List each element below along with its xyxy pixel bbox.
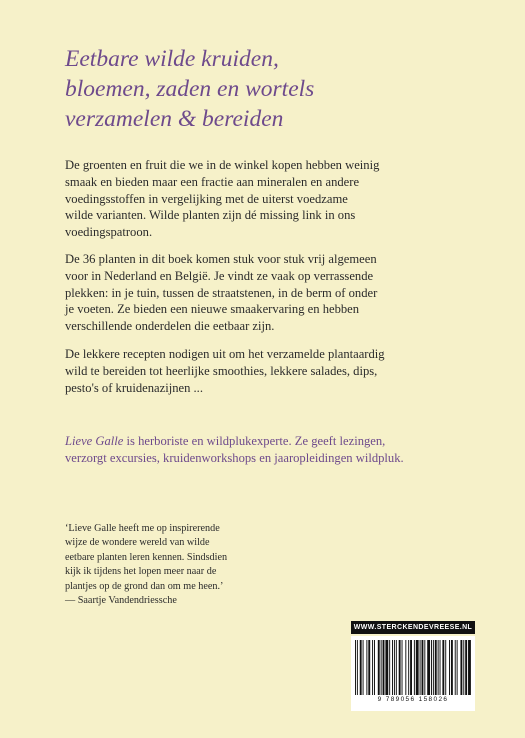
barcode-bar	[408, 640, 409, 695]
barcode-bar	[355, 640, 356, 695]
barcode-bar	[410, 640, 412, 695]
headline	[65, 44, 485, 134]
barcode-bar	[445, 640, 446, 695]
text-line: je voeten. Ze bieden een nieuwe smaakervaring en hebben	[65, 302, 360, 317]
barcode-bar	[455, 640, 456, 695]
bio-line	[65, 433, 475, 450]
text-line: De lekkere recepten nodigen uit om het verzamelde plantaardig	[65, 347, 385, 361]
barcode-bar	[465, 640, 467, 695]
text-line: plekken: in je tuin, tussen de straatstenen, in de berm of onder	[65, 285, 378, 300]
barcode-bar	[372, 640, 373, 695]
text-line: pesto's of kruidenazijnen ...	[65, 380, 203, 395]
text-line: wild te bereiden tot heerlijke smoothies, lekkere salades, dips,	[65, 363, 378, 378]
barcode-bar	[396, 640, 397, 695]
text-line: verschillende onderdelen die eetbaar zijn.	[65, 319, 275, 334]
barcode-bar	[381, 640, 382, 695]
barcode-bar	[385, 640, 388, 695]
text-line: voedingsstoffen in vergelijking met de uiterst voedzame	[65, 191, 348, 206]
text-line: wilde varianten. Wilde planten zijn dé missing link in ons	[65, 208, 356, 223]
barcode-bar	[416, 640, 419, 695]
isbn-barcode	[351, 636, 475, 711]
text-line: smaak en bieden maar een fractie aan mineralen en andere	[65, 174, 360, 189]
barcode-bar	[402, 640, 403, 695]
barcode-bar	[442, 640, 444, 695]
barcode-icon	[355, 640, 471, 695]
barcode-bar	[427, 640, 430, 695]
barcode-bar	[424, 640, 425, 695]
barcode-bar	[460, 640, 462, 695]
barcode-bar	[414, 640, 415, 695]
barcode-bar	[363, 640, 364, 695]
barcode-bar	[440, 640, 441, 695]
barcode-bar	[383, 640, 385, 695]
barcode-bar	[449, 640, 450, 695]
quote-line: wijze de wondere wereld van wilde	[65, 537, 210, 549]
barcode-bar	[374, 640, 375, 695]
isbn-number: 9 789056 158026	[377, 696, 449, 703]
bio-text: is herboriste en wildplukexperte. Ze geeft lezingen,	[123, 434, 386, 448]
barcode-bar	[392, 640, 393, 695]
quote-line: plantjes op de grond dan om me heen.’	[65, 580, 224, 592]
quote-line: eetbare planten leren kennen. Sindsdien	[65, 551, 228, 563]
quote-line: kijk ik tijdens het lopen meer naar de	[65, 566, 217, 578]
quote-attribution: — Saartje Vandendriessche	[65, 595, 177, 607]
barcode-bar	[463, 640, 464, 695]
barcode-bar	[357, 640, 358, 695]
headline-line: verzamelen & bereiden	[65, 106, 284, 132]
intro-paragraph	[65, 157, 475, 241]
author-name: Lieve Galle	[65, 434, 124, 448]
barcode-bar	[451, 640, 453, 695]
barcode-bar	[433, 640, 434, 695]
barcode-bar	[405, 640, 406, 695]
quote-line: ‘Lieve Galle heeft me op inspirerende	[65, 523, 220, 534]
headline-line: bloemen, zaden en wortels	[65, 76, 315, 102]
barcode-bar	[368, 640, 370, 695]
text-line: voor in Nederland en België. Je vindt ze vaak op verrassende	[65, 268, 374, 283]
publisher-url: WWW.STERCKENDEVREESE.NL	[351, 621, 475, 634]
barcode-bar	[457, 640, 458, 695]
barcode-bar	[431, 640, 432, 695]
text-line: voedingspatroon.	[65, 225, 153, 240]
barcode-bar	[360, 640, 362, 695]
barcode-bar	[394, 640, 395, 695]
barcode-bar	[389, 640, 390, 695]
headline-line: Eetbare wilde kruiden,	[65, 46, 279, 72]
barcode-bar	[438, 640, 439, 695]
barcode-bar	[366, 640, 367, 695]
barcode-bar	[435, 640, 437, 695]
recipes-paragraph	[65, 346, 475, 396]
barcode-bar	[468, 640, 471, 695]
bio-line: verzorgt excursies, kruidenworkshops en jaaropleidingen wildpluk.	[65, 450, 404, 465]
author-bio	[65, 433, 475, 467]
text-line: De 36 planten in dit boek komen stuk voor stuk vrij algemeen	[65, 252, 377, 266]
plants-paragraph	[65, 251, 475, 335]
barcode-bar	[422, 640, 424, 695]
barcode-bar	[399, 640, 401, 695]
testimonial-quote	[65, 522, 325, 608]
barcode-bar	[378, 640, 380, 695]
barcode-bar	[420, 640, 421, 695]
text-line: De groenten en fruit die we in de winkel kopen hebben weinig	[65, 158, 380, 172]
